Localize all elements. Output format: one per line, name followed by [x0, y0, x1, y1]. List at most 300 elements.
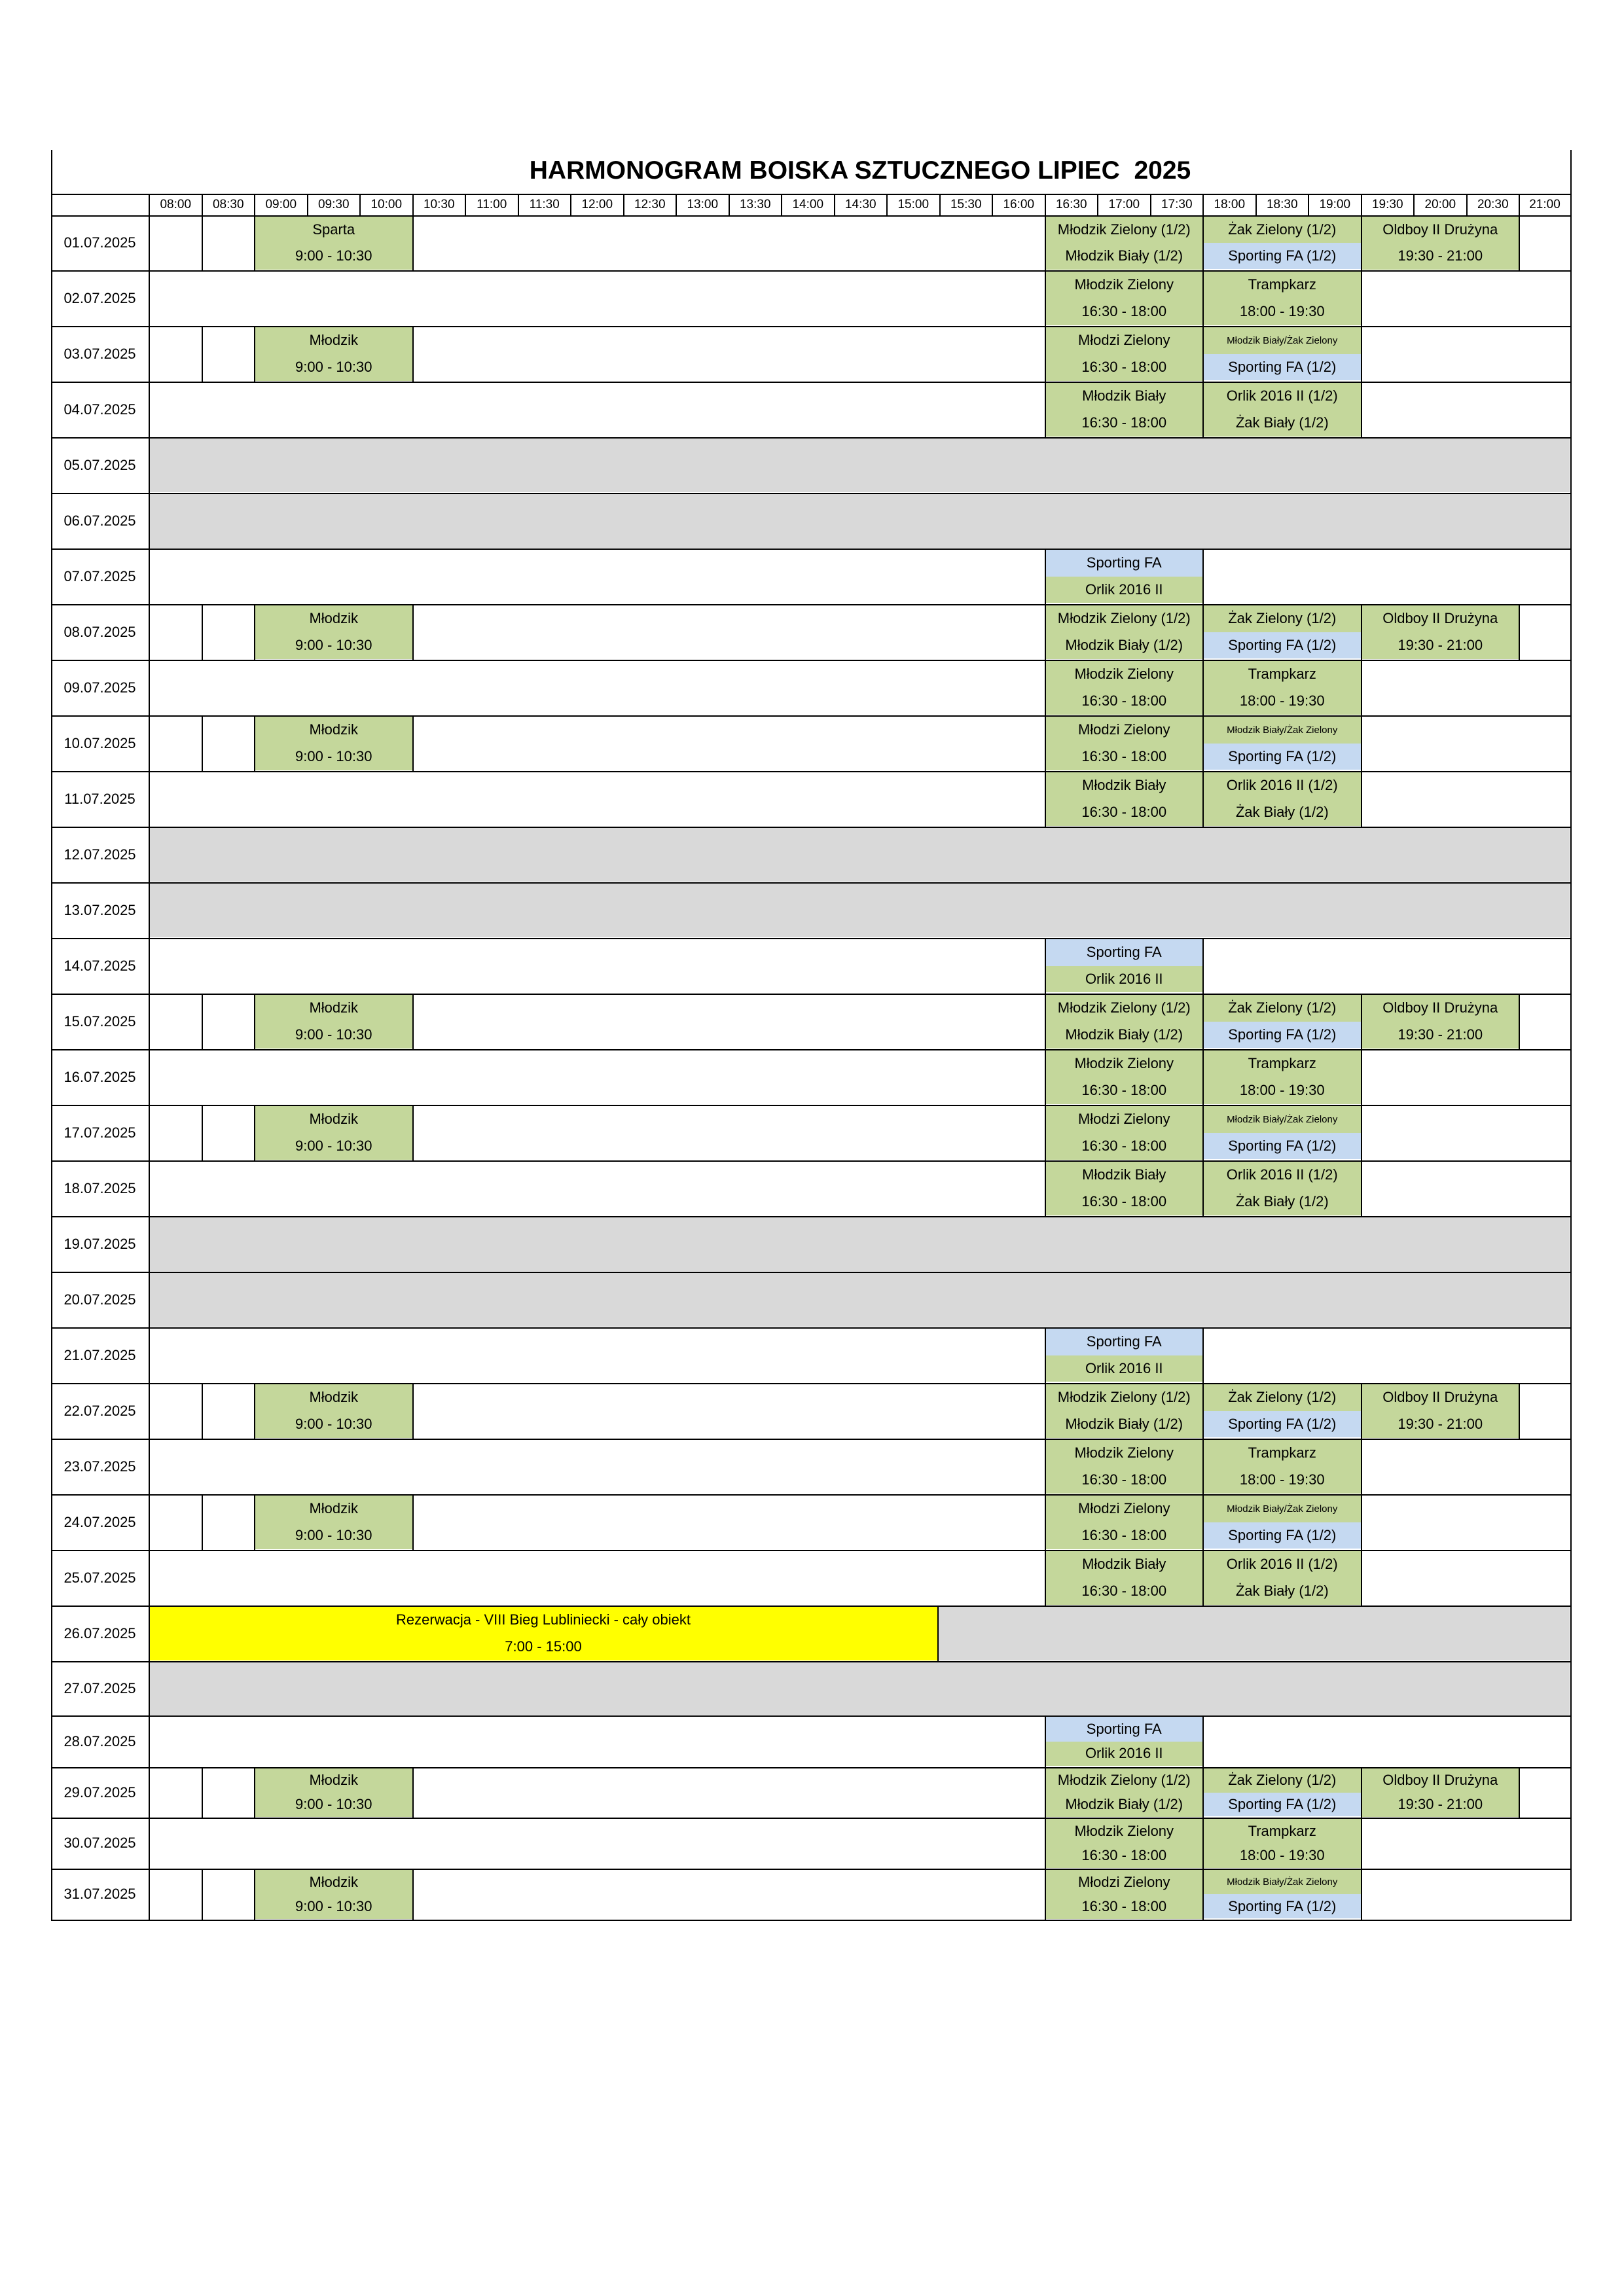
morning-session-time: 9:00 - 10:30 — [295, 1795, 372, 1812]
session-time: 19:30 - 21:00 — [1398, 636, 1483, 653]
session-team: Młodzik Biały/Żak Zielony — [1227, 1113, 1338, 1125]
row-border — [51, 1605, 1572, 1607]
row-border — [51, 1550, 1572, 1551]
session-team: Sporting FA (1/2) — [1228, 1415, 1337, 1432]
cell-border — [1202, 1327, 1204, 1383]
cell-border — [412, 1869, 414, 1920]
header-column-border — [1413, 194, 1415, 215]
cell-border — [1361, 771, 1362, 827]
date-cell: 01.07.2025 — [63, 234, 136, 251]
session-team: Sporting FA (1/2) — [1228, 1026, 1337, 1043]
cell-border — [412, 1494, 414, 1550]
row-border — [51, 1439, 1572, 1440]
row-border — [51, 326, 1572, 327]
cell-border — [1202, 1383, 1204, 1439]
row-border — [51, 1383, 1572, 1384]
session-time: 16:30 - 18:00 — [1081, 302, 1167, 319]
time-slot-header: 08:30 — [212, 197, 244, 211]
date-cell: 24.07.2025 — [63, 1513, 136, 1530]
cell-border — [1045, 1105, 1046, 1160]
session-time: 18:00 - 19:30 — [1239, 692, 1325, 709]
time-slot-header: 16:30 — [1055, 197, 1087, 211]
row-border — [51, 938, 1572, 939]
date-cell: 14.07.2025 — [63, 957, 136, 974]
cell-border — [1361, 1049, 1362, 1105]
session-team: Młodzik Biały/Żak Zielony — [1227, 334, 1338, 346]
cell-border — [1045, 994, 1046, 1049]
cell-border — [1361, 1818, 1362, 1869]
session-team: Orlik 2016 II — [1085, 1745, 1163, 1762]
session-team: Orlik 2016 II — [1085, 1359, 1163, 1376]
closed-day-bg — [149, 1217, 1570, 1271]
header-top-border — [51, 194, 1572, 195]
cell-border — [1361, 270, 1362, 326]
cell-border — [412, 215, 414, 270]
session-team: Żak Zielony (1/2) — [1228, 1389, 1337, 1406]
cell-border — [1202, 1818, 1204, 1869]
cell-border — [202, 1767, 203, 1818]
time-slot-header: 12:00 — [581, 197, 613, 211]
date-cell: 19.07.2025 — [63, 1235, 136, 1252]
row-border — [51, 827, 1572, 828]
session-team: Młodzik Biały — [1082, 1166, 1166, 1183]
cell-border — [1202, 604, 1204, 660]
cell-border — [1045, 938, 1046, 994]
session-time: 16:30 - 18:00 — [1081, 1846, 1167, 1863]
date-cell: 30.07.2025 — [63, 1835, 136, 1851]
date-cell: 26.07.2025 — [63, 1624, 136, 1641]
session-team: Młodzik Zielony (1/2) — [1057, 999, 1191, 1016]
row-border — [51, 1767, 1572, 1768]
cell-border — [1202, 1160, 1204, 1216]
session-team: Młodzi Zielony — [1077, 332, 1170, 349]
row-border — [51, 1216, 1572, 1217]
session-time: 16:30 - 18:00 — [1081, 692, 1167, 709]
morning-session-team: Młodzik — [309, 332, 359, 349]
cell-border — [254, 1494, 255, 1550]
date-cell: 04.07.2025 — [63, 401, 136, 418]
session-team: Młodzi Zielony — [1077, 1500, 1170, 1517]
cell-border — [1202, 1105, 1204, 1160]
time-slot-header: 09:30 — [317, 197, 350, 211]
session-team: Młodzik Zielony — [1074, 276, 1174, 293]
cell-border — [1202, 1767, 1204, 1818]
session-team: Młodzik Biały — [1082, 777, 1166, 794]
cell-border — [1202, 382, 1204, 437]
session-team: Oldboy II Drużyna — [1382, 1772, 1498, 1789]
cell-border — [412, 994, 414, 1049]
time-slot-header: 08:00 — [160, 197, 192, 211]
header-column-border — [834, 194, 835, 215]
cell-border — [1045, 1869, 1046, 1920]
morning-session-time: 9:00 - 10:30 — [295, 1897, 372, 1914]
header-column-border — [359, 194, 361, 215]
time-slot-header: 20:00 — [1424, 197, 1456, 211]
cell-border — [1519, 994, 1520, 1049]
session-team: Orlik 2016 II (1/2) — [1226, 777, 1338, 794]
time-slot-header: 11:30 — [529, 197, 560, 211]
header-column-border — [1150, 194, 1151, 215]
date-cell: 08.07.2025 — [63, 623, 136, 640]
cell-border — [1045, 715, 1046, 771]
date-cell: 12.07.2025 — [63, 846, 136, 863]
date-cell: 11.07.2025 — [64, 790, 135, 807]
header-column-border — [465, 194, 466, 215]
time-slot-header: 16:00 — [1003, 197, 1035, 211]
date-cell: 16.07.2025 — [63, 1068, 136, 1085]
cell-border — [202, 994, 203, 1049]
date-cell: 28.07.2025 — [63, 1732, 136, 1749]
page-title: HARMONOGRAM BOISKA SZTUCZNEGO LIPIEC 2025 — [529, 156, 1191, 185]
session-team: Młodzik Biały (1/2) — [1065, 1415, 1183, 1432]
date-cell: 20.07.2025 — [63, 1291, 136, 1308]
session-team: Młodzik Biały/Żak Zielony — [1227, 1503, 1338, 1515]
closed-day-bg — [149, 884, 1570, 937]
session-team: Orlik 2016 II — [1085, 970, 1163, 987]
session-time: 16:30 - 18:00 — [1081, 358, 1167, 375]
time-slot-header: 14:30 — [844, 197, 876, 211]
date-cell: 18.07.2025 — [63, 1179, 136, 1196]
header-column-border — [202, 194, 203, 215]
time-slot-header: 14:00 — [792, 197, 824, 211]
session-time: 19:30 - 21:00 — [1398, 1795, 1483, 1812]
session-team: Młodzi Zielony — [1077, 721, 1170, 738]
session-team: Młodzik Zielony — [1074, 1444, 1174, 1462]
session-time: 16:30 - 18:00 — [1081, 1471, 1167, 1488]
cell-border — [1202, 1494, 1204, 1550]
session-team: Oldboy II Drużyna — [1382, 610, 1498, 627]
time-slot-header: 10:00 — [370, 197, 403, 211]
session-time: 16:30 - 18:00 — [1081, 747, 1167, 764]
header-column-border — [307, 194, 308, 215]
closed-day-bg — [149, 1662, 1570, 1715]
session-team: Młodzik Biały (1/2) — [1065, 1026, 1183, 1043]
row-border — [51, 1272, 1572, 1273]
row-border — [51, 1327, 1572, 1329]
time-slot-header: 09:00 — [265, 197, 297, 211]
time-slot-header: 10:30 — [423, 197, 455, 211]
row-border — [51, 493, 1572, 494]
date-cell: 15.07.2025 — [63, 1013, 136, 1030]
session-team: Oldboy II Drużyna — [1382, 999, 1498, 1016]
session-time: 16:30 - 18:00 — [1081, 414, 1167, 431]
row-border — [51, 548, 1572, 550]
cell-border — [202, 715, 203, 771]
session-team: Młodzik Zielony (1/2) — [1057, 1772, 1191, 1789]
header-bottom-border — [51, 215, 1572, 217]
cell-border — [1361, 660, 1362, 715]
time-slot-header: 15:00 — [897, 197, 929, 211]
cell-border — [1045, 660, 1046, 715]
cell-border — [1361, 1550, 1362, 1605]
date-cell: 31.07.2025 — [63, 1886, 136, 1902]
session-team: Młodzik Zielony (1/2) — [1057, 1389, 1191, 1406]
morning-session-team: Młodzik — [309, 999, 359, 1016]
session-team: Młodzik Biały (1/2) — [1065, 247, 1183, 264]
cell-border — [1045, 1715, 1046, 1767]
header-column-border — [781, 194, 782, 215]
cell-border — [1202, 771, 1204, 827]
time-slot-header: 18:00 — [1214, 197, 1246, 211]
session-team: Sporting FA (1/2) — [1228, 636, 1337, 653]
session-team: Młodzi Zielony — [1077, 1111, 1170, 1128]
morning-session-time: 9:00 - 10:30 — [295, 636, 372, 653]
row-border — [51, 1661, 1572, 1662]
session-team: Sporting FA — [1086, 554, 1162, 571]
cell-border — [1202, 1869, 1204, 1920]
time-slot-header: 13:00 — [687, 197, 719, 211]
cell-border — [412, 604, 414, 660]
cell-border — [1202, 994, 1204, 1049]
header-column-border — [886, 194, 888, 215]
header-column-border — [729, 194, 730, 215]
morning-session-time: 9:00 - 10:30 — [295, 247, 372, 264]
cell-border — [1045, 326, 1046, 382]
session-team: Żak Zielony (1/2) — [1228, 610, 1337, 627]
header-column-border — [254, 194, 255, 215]
session-team: Orlik 2016 II (1/2) — [1226, 1166, 1338, 1183]
row-border — [51, 771, 1572, 772]
session-time: 18:00 - 19:30 — [1239, 1846, 1325, 1863]
time-slot-header: 13:30 — [739, 197, 771, 211]
cell-border — [1045, 1494, 1046, 1550]
morning-session-team: Młodzik — [309, 1772, 359, 1789]
cell-border — [1045, 548, 1046, 604]
cell-border — [412, 715, 414, 771]
morning-session-time: 9:00 - 10:30 — [295, 1137, 372, 1154]
morning-session-time: 9:00 - 10:30 — [295, 747, 372, 764]
session-time: 19:30 - 21:00 — [1398, 1026, 1483, 1043]
date-cell: 29.07.2025 — [63, 1784, 136, 1801]
time-slot-header: 11:00 — [477, 197, 507, 211]
header-column-border — [1202, 194, 1204, 215]
cell-border — [1045, 270, 1046, 326]
row-border — [51, 882, 1572, 884]
cell-border — [1045, 215, 1046, 270]
cell-border — [254, 1105, 255, 1160]
header-column-border — [1466, 194, 1468, 215]
header-column-border — [1308, 194, 1309, 215]
session-team: Orlik 2016 II (1/2) — [1226, 1556, 1338, 1573]
cell-border — [1519, 1383, 1520, 1439]
session-team: Trampkarz — [1248, 1822, 1316, 1839]
row-border — [51, 1494, 1572, 1496]
date-cell: 02.07.2025 — [63, 289, 136, 306]
cell-border — [1202, 326, 1204, 382]
session-team: Sporting FA — [1086, 1333, 1162, 1350]
date-cell: 13.07.2025 — [63, 901, 136, 918]
cell-border — [1361, 1869, 1362, 1920]
header-column-border — [1361, 194, 1362, 215]
cell-border — [202, 215, 203, 270]
session-team: Młodzik Zielony — [1074, 666, 1174, 683]
cell-border — [1202, 1049, 1204, 1105]
row-border — [51, 437, 1572, 439]
cell-border — [1202, 715, 1204, 771]
event-time: 7:00 - 15:00 — [505, 1638, 582, 1655]
cell-border — [1519, 215, 1520, 270]
session-team: Młodzik Biały (1/2) — [1065, 636, 1183, 653]
date-cell: 25.07.2025 — [63, 1569, 136, 1586]
header-column-border — [412, 194, 414, 215]
cell-border — [202, 1494, 203, 1550]
cell-border — [1045, 1550, 1046, 1605]
date-cell: 05.07.2025 — [63, 456, 136, 473]
cell-border — [1202, 270, 1204, 326]
cell-border — [254, 1869, 255, 1920]
cell-border — [1361, 1383, 1362, 1439]
closed-day-bg — [149, 439, 1570, 492]
session-team: Młodzik Biały/Żak Zielony — [1227, 1876, 1338, 1888]
closed-day-bg — [149, 1273, 1570, 1327]
row-border — [51, 382, 1572, 383]
date-cell: 09.07.2025 — [63, 679, 136, 696]
date-cell: 06.07.2025 — [63, 512, 136, 529]
session-team: Młodzik Biały (1/2) — [1065, 1795, 1183, 1812]
cell-border — [254, 1383, 255, 1439]
cell-border — [1361, 326, 1362, 382]
session-team: Sporting FA (1/2) — [1228, 1137, 1337, 1154]
cell-border — [412, 1383, 414, 1439]
morning-session-team: Młodzik — [309, 721, 359, 738]
session-team: Sporting FA (1/2) — [1228, 1795, 1337, 1812]
cell-border — [1361, 1494, 1362, 1550]
session-team: Trampkarz — [1248, 276, 1316, 293]
time-slot-header: 17:00 — [1108, 197, 1140, 211]
morning-session-team: Młodzik — [309, 610, 359, 627]
session-time: 16:30 - 18:00 — [1081, 1582, 1167, 1599]
date-cell: 03.07.2025 — [63, 345, 136, 362]
morning-session-time: 9:00 - 10:30 — [295, 1415, 372, 1432]
morning-session-team: Młodzik — [309, 1111, 359, 1128]
cell-border — [1361, 994, 1362, 1049]
date-cell: 27.07.2025 — [63, 1679, 136, 1696]
header-column-border — [570, 194, 571, 215]
row-border — [51, 994, 1572, 995]
time-slot-header: 15:30 — [950, 197, 982, 211]
row-border — [51, 1869, 1572, 1870]
session-team: Żak Zielony (1/2) — [1228, 1772, 1337, 1789]
row-border — [51, 1715, 1572, 1717]
session-team: Trampkarz — [1248, 1444, 1316, 1462]
session-time: 18:00 - 19:30 — [1239, 1471, 1325, 1488]
time-slot-header: 19:30 — [1371, 197, 1403, 211]
cell-border — [254, 715, 255, 771]
session-team: Młodzik Biały/Żak Zielony — [1227, 724, 1338, 736]
session-team: Sporting FA (1/2) — [1228, 747, 1337, 764]
session-time: 18:00 - 19:30 — [1239, 302, 1325, 319]
session-team: Sporting FA — [1086, 1720, 1162, 1737]
session-team: Żak Zielony (1/2) — [1228, 221, 1337, 238]
date-cell: 23.07.2025 — [63, 1458, 136, 1475]
closed-day-bg — [149, 494, 1570, 548]
cell-border — [1361, 1767, 1362, 1818]
cell-border — [254, 994, 255, 1049]
time-slot-header: 20:30 — [1477, 197, 1509, 211]
session-team: Młodzik Zielony — [1074, 1822, 1174, 1839]
cell-border — [1519, 604, 1520, 660]
morning-session-time: 9:00 - 10:30 — [295, 1526, 372, 1543]
header-column-border — [623, 194, 624, 215]
morning-session-team: Młodzik — [309, 1500, 359, 1517]
time-slot-header: 18:30 — [1266, 197, 1298, 211]
row-border — [51, 715, 1572, 717]
session-team: Oldboy II Drużyna — [1382, 221, 1498, 238]
session-team: Sporting FA (1/2) — [1228, 1526, 1337, 1543]
row-border — [51, 604, 1572, 605]
cell-border — [412, 326, 414, 382]
closed-day-bg — [149, 828, 1570, 882]
date-cell: 21.07.2025 — [63, 1346, 136, 1363]
cell-border — [1361, 715, 1362, 771]
cell-border — [1045, 1383, 1046, 1439]
session-time: 16:30 - 18:00 — [1081, 803, 1167, 820]
cell-border — [1202, 1550, 1204, 1605]
cell-border — [1202, 548, 1204, 604]
header-column-border — [1045, 194, 1046, 215]
cell-border — [412, 1105, 414, 1160]
session-time: 16:30 - 18:00 — [1081, 1081, 1167, 1098]
header-column-border — [1097, 194, 1098, 215]
header-column-border — [992, 194, 993, 215]
cell-border — [1361, 604, 1362, 660]
morning-session-time: 9:00 - 10:30 — [295, 358, 372, 375]
row-border — [51, 660, 1572, 661]
session-team: Żak Biały (1/2) — [1235, 1582, 1329, 1599]
session-team: Sporting FA — [1086, 944, 1162, 961]
cell-border — [1361, 1105, 1362, 1160]
time-slot-header: 19:00 — [1319, 197, 1351, 211]
header-column-border — [1519, 194, 1520, 215]
session-time: 18:00 - 19:30 — [1239, 1081, 1325, 1098]
morning-session-team: Sparta — [312, 221, 355, 238]
session-team: Żak Biały (1/2) — [1235, 803, 1329, 820]
session-time: 19:30 - 21:00 — [1398, 247, 1483, 264]
cell-border — [202, 1869, 203, 1920]
session-team: Młodzik Zielony — [1074, 1055, 1174, 1072]
row-border — [51, 1818, 1572, 1819]
morning-session-team: Młodzik — [309, 1389, 359, 1406]
cell-border — [202, 326, 203, 382]
session-team: Trampkarz — [1248, 1055, 1316, 1072]
cell-border — [1045, 1439, 1046, 1494]
session-time: 16:30 - 18:00 — [1081, 1193, 1167, 1210]
session-time: 16:30 - 18:00 — [1081, 1897, 1167, 1914]
cell-border — [1045, 1049, 1046, 1105]
session-team: Sporting FA (1/2) — [1228, 358, 1337, 375]
session-time: 16:30 - 18:00 — [1081, 1137, 1167, 1154]
cell-border — [412, 1767, 414, 1818]
time-slot-header: 17:30 — [1161, 197, 1193, 211]
row-border — [51, 1105, 1572, 1106]
cell-border — [1202, 1439, 1204, 1494]
session-team: Orlik 2016 II (1/2) — [1226, 387, 1338, 404]
cell-border — [1045, 382, 1046, 437]
cell-border — [254, 1767, 255, 1818]
cell-border — [1361, 382, 1362, 437]
session-team: Sporting FA (1/2) — [1228, 247, 1337, 264]
row-border — [51, 1049, 1572, 1050]
header-column-border — [1255, 194, 1257, 215]
table-left-border — [51, 150, 52, 1920]
row-border — [51, 1920, 1572, 1921]
cell-border — [1045, 1160, 1046, 1216]
header-column-border — [518, 194, 519, 215]
row-border — [51, 270, 1572, 272]
cell-border — [1361, 1439, 1362, 1494]
morning-session-time: 9:00 - 10:30 — [295, 1026, 372, 1043]
event-title: Rezerwacja - VIII Bieg Lubliniecki - cały obiekt — [396, 1611, 691, 1628]
